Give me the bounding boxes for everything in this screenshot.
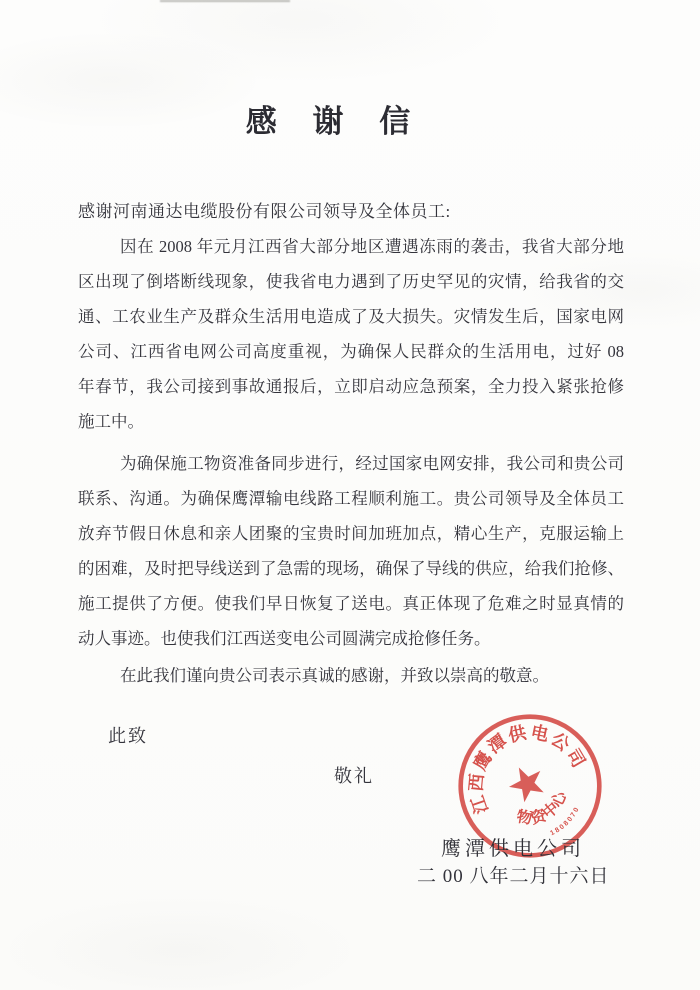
body-line: 施工中。 bbox=[78, 412, 144, 431]
letter-title: 感 谢 信 bbox=[245, 104, 425, 139]
closing-cizhi: 此致 bbox=[108, 726, 148, 746]
paragraph-1 bbox=[78, 229, 624, 439]
body-line: 在此我们谨向贵公司表示真诚的感谢，并致以崇高的敬意。 bbox=[120, 666, 549, 685]
body-line: 公司、江西省电网公司高度重视，为确保人民群众的生活用电，过好 08 bbox=[78, 342, 624, 361]
body-line: 因在 2008 年元月江西省大部分地区遭遇冻雨的袭击，我省大部分地 bbox=[120, 237, 624, 256]
letter-date: 二 00 八年二月十六日 bbox=[417, 866, 610, 887]
closing-jingli: 敬礼 bbox=[334, 766, 374, 786]
letter-body bbox=[78, 229, 624, 693]
signature-company: 鹰潭供电公司 bbox=[441, 838, 585, 860]
seal-serial-number: 1808070 bbox=[549, 805, 582, 838]
body-line: 施工提供了方便。使我们早日恢复了送电。真正体现了危难之时显真情的 bbox=[78, 594, 624, 613]
body-line: 年春节，我公司接到事故通报后，立即启动应急预案，全力投入紧张抢修 bbox=[78, 377, 624, 396]
body-line: 的困难，及时把导线送到了急需的现场，确保了导线的供应，给我们抢修、 bbox=[78, 559, 624, 578]
seal-inner-text: 物资中心 bbox=[515, 788, 571, 828]
salutation: 感谢河南通达电缆股份有限公司领导及全体员工: bbox=[78, 202, 451, 221]
paragraph-3 bbox=[78, 658, 624, 693]
body-line: 联系、沟通。为确保鹰潭输电线路工程顺利施工。贵公司领导及全体员工 bbox=[78, 489, 624, 508]
seal-star-icon bbox=[503, 760, 549, 806]
body-line: 动人事迹。也使我们江西送变电公司圆满完成抢修任务。 bbox=[78, 629, 491, 648]
body-line: 为确保施工物资准备同步进行，经过国家电网安排，我公司和贵公司 bbox=[120, 454, 624, 473]
seal-ring-text: 江西鹰潭供电公司 bbox=[465, 721, 591, 817]
body-line: 放弃节假日休息和亲人团聚的宝贵时间加班加点，精心生产，克服运输上 bbox=[78, 524, 624, 543]
body-line: 区出现了倒塔断线现象，使我省电力遇到了历史罕见的灾情，给我省的交 bbox=[78, 272, 624, 291]
scan-edge-artifact bbox=[160, 0, 290, 2]
paragraph-2 bbox=[78, 446, 624, 656]
svg-text:物资中心 bbox=[508, 783, 577, 837]
body-line: 通、工农业生产及群众生活用电造成了及大损失。灾情发生后，国家电网 bbox=[78, 307, 624, 326]
svg-text:江西鹰潭供电公司 bbox=[453, 709, 591, 822]
